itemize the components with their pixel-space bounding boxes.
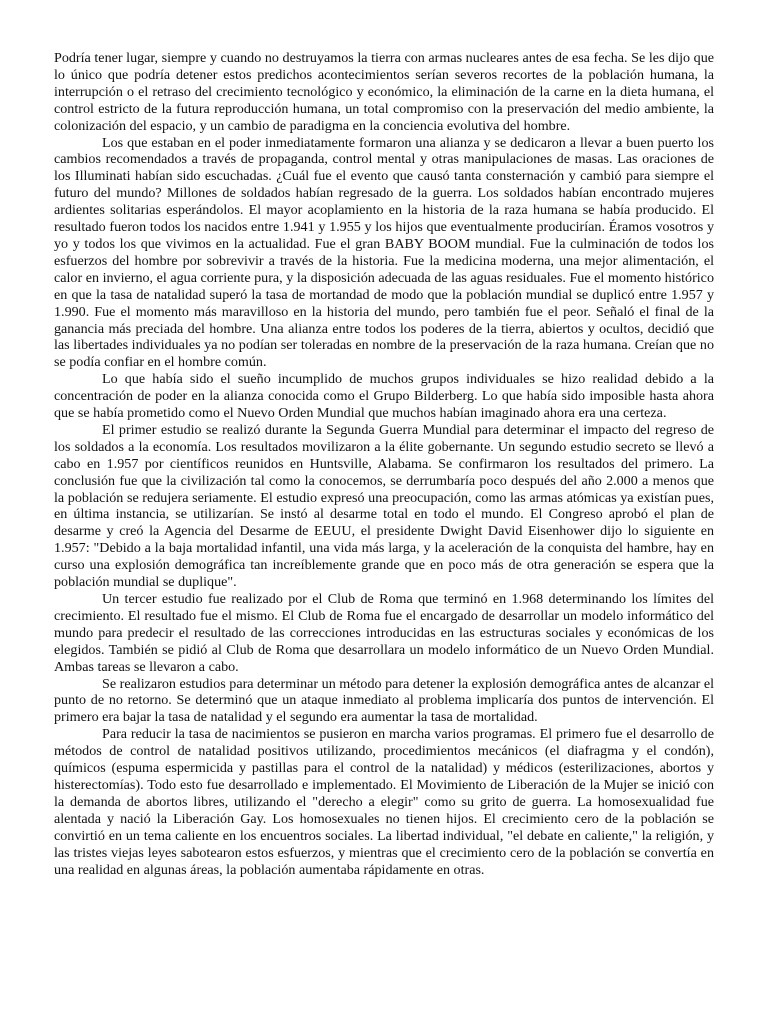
paragraph-1: Podría tener lugar, siempre y cuando no destruyamos la tierra con armas nucleares antes de esa fecha. Se les dijo que lo único que podría detener estos predichos acontecimientos serían severos recortes de la población humana, la interrupción o el retraso del crecimiento tecnológico y económico, la eliminación de la carne en la dieta humana, el control estricto de la futura reproducción humana, un total compromiso con la preservación del medio ambiente, la colonización del espacio, y un cambio de paradigma en la conciencia evolutiva del hombre. (54, 50, 714, 134)
paragraph-6: Se realizaron estudios para determinar un método para detener la explosión demográfica antes de alcanzar el punto de no retorno. Se determinó que un ataque inmediato al problema implicaría dos puntos de intervención. El primero era bajar la tasa de natalidad y el segundo era aumentar la tasa de mortalidad. (54, 675, 714, 726)
paragraph-2: Los que estaban en el poder inmediatamente formaron una alianza y se dedicaron a llevar a buen puerto los cambios recomendados a través de propaganda, control mental y otras manipulaciones de masas. Las oraciones de los Illuminati habían sido escuchadas. ¿Cuál fue el evento que causó tanta consternación y cambió para siempre el futuro del mundo? Millones de soldados habían regresado de la guerra. Los soldados habían encontrado mujeres ardientes solitarias esperándolos. El mayor acoplamiento en la historia de la raza humana se había producido. El resultado fueron todos los nacidos entre 1.941 y 1.955 y los hijos que eventualmente producirían. Éramos vosotros y yo y todos los que vivimos en la actualidad. Fue el gran BABY BOOM mundial. Fue la culminación de todos los esfuerzos del hombre por sobrevivir a través de la historia. Fue la medicina moderna, una mejor alimentación, el calor en invierno, el agua corriente pura, y la disposición adecuada de las aguas residuales. Fue el momento histórico en que la tasa de natalidad superó la tasa de mortandad de modo que la población mundial se duplicó entre 1.957 y 1.990. Fue el momento más maravilloso en la historia del mundo, pero también fue el peor. Señaló el final de la ganancia más preciada del hombre. Una alianza entre todos los poderes de la tierra, abiertos y ocultos, decidió que las libertades individuales ya no podían ser toleradas en nombre de la preservación de la raza humana. Creían que no se podía confiar en el hombre común. (54, 134, 714, 371)
paragraph-3: Lo que había sido el sueño incumplido de muchos grupos individuales se hizo realidad debido a la concentración de poder en la alianza conocida como el Grupo Bilderberg. Lo que había sido imposible hasta ahora que se había prometido como el Nuevo Orden Mundial que muchos habían imaginado ahora era una certeza. (54, 371, 714, 422)
document-page (54, 50, 714, 878)
paragraph-7: Para reducir la tasa de nacimientos se pusieron en marcha varios programas. El primero fue el desarrollo de métodos de control de natalidad positivos utilizando, procedimientos mecánicos (el diafragma y el condón), químicos (espuma espermicida y pastillas para el control de la natalidad) y médicos (esterilizaciones, abortos y histerectomías). Todo esto fue desarrollado e implementado. El Movimiento de Liberación de la Mujer se inició con la demanda de abortos libres, utilizando el "derecho a elegir" como su grito de guerra. La homosexualidad fue alentada y nació la Liberación Gay. Los homosexuales no tienen hijos. El crecimiento cero de la población se convirtió en un tema caliente en los encuentros sociales. La libertad individual, "el debate en caliente," la religión, y las tristes viejas leyes sabotearon estos esfuerzos, y mientras que el crecimiento cero de la población se convertía en una realidad en algunas áreas, la población aumentaba rápidamente en otras. (54, 726, 714, 878)
paragraph-5: Un tercer estudio fue realizado por el Club de Roma que terminó en 1.968 determinando los límites del crecimiento. El resultado fue el mismo. El Club de Roma fue el encargado de desarrollar un modelo informático del mundo para predecir el resultado de las correcciones introducidas en las estructuras sociales y económicas de los elegidos. También se pidió al Club de Roma que desarrollara un modelo informático de un Nuevo Orden Mundial. Ambas tareas se llevaron a cabo. (54, 591, 714, 675)
paragraph-4: El primer estudio se realizó durante la Segunda Guerra Mundial para determinar el impacto del regreso de los soldados a la economía. Los resultados movilizaron a la élite gobernante. Un segundo estudio secreto se llevó a cabo en 1.957 por científicos reunidos en Huntsville, Alabama. Se confirmaron los resultados del primero. La conclusión fue que la civilización tal como la conocemos, se derrumbaría poco después del año 2.000 a menos que la población se redujera seriamente. El estudio expresó una preocupación, como las armas atómicas ya existían pues, en última instancia, se utilizarían. Se instó al desarme total en todo el mundo. El Congreso aprobó el plan de desarme y creó la Agencia del Desarme de EEUU, el presidente Dwight David Eisenhower dijo lo siguiente en 1.957: "Debido a la baja mortalidad infantil, una vida más larga, y la aceleración de la conquista del hambre, hay en curso una explosión demográfica tan increíblemente grande que en poco más de otra generación se espera que la población mundial se duplique". (54, 421, 714, 591)
